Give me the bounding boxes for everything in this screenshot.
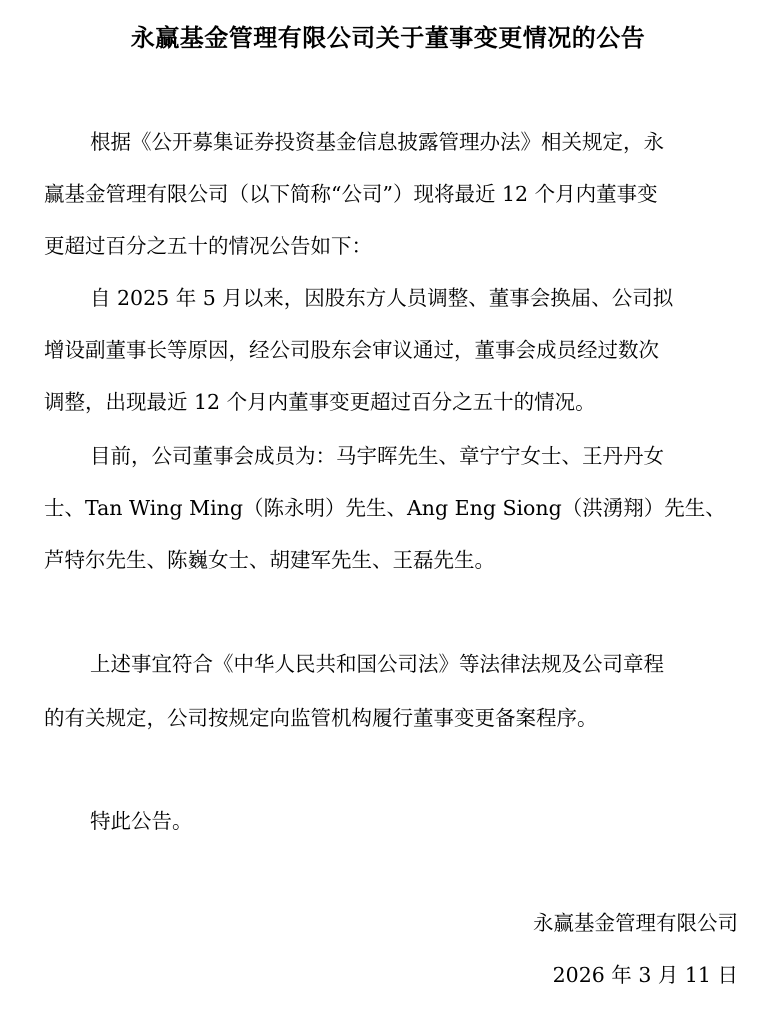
paragraph-line: 目前，公司董事会成员为：马宇晖先生、章宁宁女士、王丹丹女 bbox=[90, 444, 664, 468]
paragraph-line: 的有关规定，公司按规定向监管机构履行董事变更备案程序。 bbox=[44, 706, 598, 730]
paragraph-line: 上述事宜符合《中华人民共和国公司法》等法律法规及公司章程 bbox=[90, 652, 664, 676]
signature-date: 2026 年 3 月 11 日 bbox=[552, 963, 738, 987]
paragraph-line: 士、Tan Wing Ming（陈永明）先生、Ang Eng Siong（洪湧翔）先生、 bbox=[44, 496, 726, 520]
signature-company: 永赢基金管理有限公司 bbox=[533, 911, 738, 935]
paragraph-line: 增设副董事长等原因，经公司股东会审议通过，董事会成员经过数次 bbox=[44, 338, 659, 362]
paragraph-line: 自 2025 年 5 月以来，因股东方人员调整、董事会换届、公司拟 bbox=[90, 286, 674, 310]
paragraph-line: 根据《公开募集证券投资基金信息披露管理办法》相关规定，永 bbox=[90, 130, 664, 154]
paragraph-line: 特此公告。 bbox=[90, 809, 193, 833]
paragraph-line: 赢基金管理有限公司（以下简称“公司”）现将最近 12 个月内董事变 bbox=[44, 182, 658, 206]
paragraph-line: 更超过百分之五十的情况公告如下： bbox=[44, 234, 372, 258]
paragraph-line: 调整，出现最近 12 个月内董事变更超过百分之五十的情况。 bbox=[44, 390, 596, 414]
announcement-title: 永赢基金管理有限公司关于董事变更情况的公告 bbox=[130, 24, 646, 52]
paragraph-line: 芦特尔先生、陈巍女士、胡建军先生、王磊先生。 bbox=[44, 548, 495, 572]
